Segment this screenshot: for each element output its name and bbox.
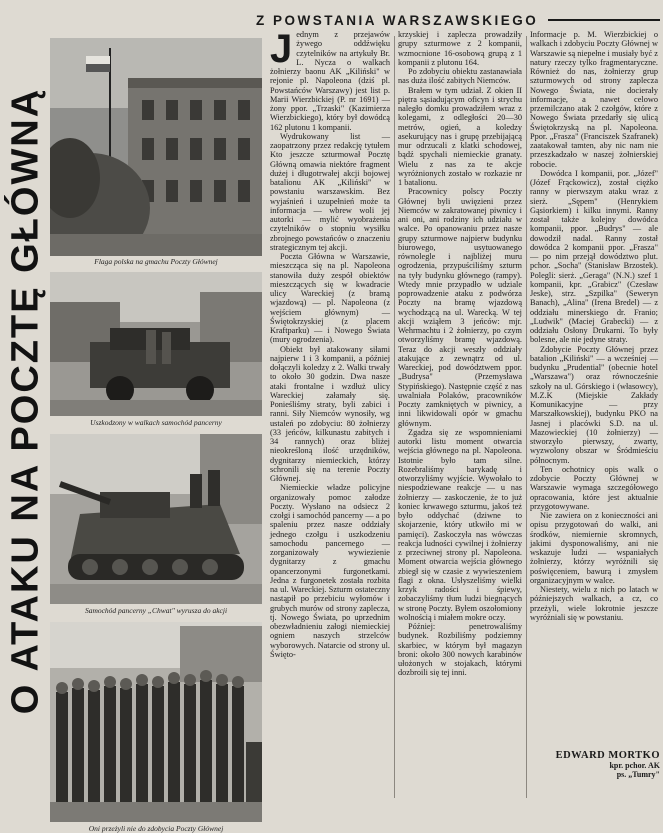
column-divider <box>526 36 527 798</box>
paragraph: Obiekt był atakowany siłami najpierw 1 i 3 kompanii, a później dołączyli koledzy z 2. Walki trwały to około 30 godzin. Dwa nasze ataki frontalne i wzdłuż ulicy Wareckiej załamały się. Ponieśliśmy straty, byli zabici i ranni. Siły Niemców wynosiły, wg ustaleń po zdobyciu: 80 żołnierzy (33 jeńców, kilkunastu zabitych i 34 rannych) oraz bliżej nieokreśloną ilość urzędników, dygnitarzy niemieckich, którzy schronili się na terenie Poczty Głównej. <box>270 344 390 483</box>
paragraph: Ten ochotnicy opis walk o zdobycie Poczty Głównej w Warszawie wymaga szczegółowego opracowania, które jest aktualnie przygotowywane. <box>530 464 658 511</box>
photo-chwat-armored-vehicle <box>50 434 262 604</box>
paragraph: Nie zawiera on z konieczności ani opisu przygotowań do walki, ani środków, niemiernie skromnych, jakimi dysponowaliśmy, ani nie wskazuje ludzi — wspaniałych żołnierzy, którzy wyróżnili się poświęceniem, bawurą i zmysłem organizacyjnym w walce. <box>530 511 658 585</box>
article-column-3 <box>530 30 658 622</box>
paragraph: Dowódca I kompanii, por. „Józef" (Józef Frąckowicz), został ciężko ranny w pierwszym ataku wraz z sierż. „Sępem" (Henrykiem Gąsiorkiem) i kilku innymi. Ranny został także kolejny dowódca kompanii, ppor. „Budrys" — ale dowodził nadal. Ranny został dowódca 2 kompanii ppor. „Frasza" — po nim przejął dowództwo plut. pchor. „Socha" (Stanisław Brzostek). Polegli: sierż. „Geraga" (N.N.) szef 1 kompanii, kpr. „Grabicz" (Czesław Jeske), strz. „Szpilka" (Seweryn Banach), „Alina" (Irena Bredel) — z oddziału minerskiego dr. Franio; „Ludwik" (Maciej Grabecki) — z oddziału Osłony Drukarni. To były bolesne, ale nie jedyne straty. <box>530 168 658 345</box>
author-name: EDWARD MORTKO <box>555 750 660 761</box>
caption-photo-2: Uszkodzony w walkach samochód pancerny <box>90 418 222 427</box>
article-column-2 <box>398 30 522 678</box>
section-rule <box>548 19 660 21</box>
caption-photo-4: Oni przeżyli nie do zdobycia Poczty Głównej <box>88 824 224 833</box>
paragraph: Pracownicy polscy Poczty Głównej byli uwięzieni przez Niemców w zakratowanej piwnicy i ani oni, ani rodziny ich udziału w walce. Po opanowaniu przez nasze grupy szturmowe najpierw budynku biurowego, usytuowanego równolegle i najbliżej muru ogrodzenia, przypuściliśmy szturm na tyły budynku głównego (rampy). Wtedy mnie przypadło w udziale poprowadzenie ataku z podwórza Poczty na bramę wjazdową wychodzącą na ul. Warecką. W tej akcji wziąłem 3 jeńców: mjr. Wehrmachtu i 2 żołnierzy, po czym otworzyliśmy bramę wjazdową. Teraz do akcji weszły oddziały atakujące z zewnątrz od ul. Wareckiej, pod dowództwem ppor. „Budrysa" (Przemysława Stypińskiego). Następnie część z nas uwalniała Polaków, pracowników Poczty zamkniętych w piwnicy, a inni likwidowali opór w gmachu głównym. <box>398 187 522 428</box>
paragraph: Brałem w tym udział. Z okien II piętra sąsiadującym oficyn i strychu naległo domku prowadziłem wraz z kolegami, z odległości 20—30 metrów, ogień, a koledzy asekurujący nas i grupę przebijającą mur odrzucali z klatki schodowej, bądź spychali niemieckie granaty. Wielu z nas za te akcje wyróżnionych zostało w rozkazie nr 1 batalionu. <box>398 85 522 187</box>
headline-text: O ATAKU NA POCZTĘ GŁÓWNĄ <box>4 87 47 715</box>
author-signature <box>530 750 660 779</box>
paragraph: Informacje p. M. Wierzbickiej o walkach i zdobyciu Poczty Głównej w Warszawie są niepełne i musiały być z natury rzeczy tylko fragmentaryczne. Również do nas, żołnierzy grup szturmowych od strony zaplecza Nowego Świata, nie docierały informacje, a nawet celowo przemilczano atak 2 czołgów, które z Nowego Świata przedarły się ulicą Świętokrzyską na pl. Napoleona. Ppor. „Frasza" (Franciszek Szafranek) zaatakował tamten, aby nic nam nie przeszkadzało w naszej żołnierskiej robocie. <box>530 30 658 169</box>
photo-soldiers-group <box>50 622 262 822</box>
paragraph: Wydrukowany list — zaopatrzony przez redakcję tytułem Kto jeszcze szturmował Pocztę Główną omawia niektóre fragment dużej i długotrwałej akcji bojowej batalionu AK „Kiliński" w powstaniu warszawskim. Bez wyjaśnień i uzupełnień może ta informacja — wbrew woli jej autorki — mylić wyobrażenia czytelników o stopniu wysiłku zbrojnego powstańców o znaczeniu strategicznym tej akcji. <box>270 131 390 252</box>
author-pseudonym: ps. „Tumry" <box>616 770 660 779</box>
paragraph: Jednym z przejawów żywego oddźwięku czytelników na artykuły Br. L. Nycza o walkach żołnierzy baonu AK „Kiliński" w rejonie pl. Napoleona (dziś pl. Powstańców Warszawy) jest list p. Marii Wierzbickiej (P. nr 1691) — żony ppor. „Trzaski" (Kazimierza Wierzbickiego), który był dowódcą 162 plutonu 1 kompanii. <box>270 27 390 132</box>
author-rank: kpr. pchor. AK <box>609 761 660 770</box>
paragraph: Po zdobyciu obiektu zastanawiała nas duża ilość zabitych Niemców. <box>398 67 522 86</box>
section-title: Z POWSTANIA WARSZAWSKIEGO <box>256 12 539 28</box>
caption-photo-3: Samochód pancerny „Chwat" wyrusza do akcji <box>84 606 228 615</box>
paragraph: Poczta Główna w Warszawie, mieszcząca się na pl. Napoleona stanowiła duży zespół obiektów mieszczących się w kwadracie ulicy Wareckiej (z bramą wjazdową) — pl. Napoleona (z wejściem głównym) — Świętokrzyskiej (z placem Kraftparku) — i Nowego Świata (mury ogrodzenia). <box>270 252 390 345</box>
column-divider <box>394 36 395 798</box>
paragraph: Później: penetrowaliśmy budynek. Rozbiliśmy podziemny skarbiec, w którym był magazyn broni: około 300 nowych karabinów ułożonych w stojakach, którymi dozbroili się tej inni. <box>398 622 522 678</box>
vertical-headline <box>4 8 48 794</box>
article-column-1 <box>270 27 390 659</box>
caption-photo-1: Flaga polska na gmachu Poczty Głównej <box>94 257 218 266</box>
paragraph: Zgadza się ze wspomnieniami autorki listu moment otwarcia wejścia głównego na pl. Napoleona. Istotnie było tam silne. Rozebraliśmy barykadę i otworzyliśmy wyjście. Wywołało to niespodziewane reakcje — u nas żołnierzy — zaskoczenie, że to już koniec krwawego szturmu, jakoś też było oddychać (dziwne to skojarzenie, który utkwiło mi w pamięci). Zaskoczyła nas wówczas reakcja ludności cywilnej i żołnierzy z przeciwnej strony pl. Napoleona. Moment otwarcia wejścia głównego zbiegł się w czasie z wywieszeniem flagi z okna. Usłyszeliśmy wielki krzyk radości i śpiewy, zobaczyliśmy tłum ludzi biegnących w stronę Poczty. Byłem oszołomiony wolnością i miałem mokre oczy. <box>398 427 522 622</box>
photo-damaged-armored-car <box>50 272 262 416</box>
drop-cap: J <box>270 27 293 71</box>
photo-flag-building <box>50 38 262 256</box>
paragraph: Niemieckie władze policyjne organizowały pomoc załodze Poczty. Wysłano na odsiecz 2 czołgi i samochód pancerny — a po spaleniu przez nasze oddziały jednego czołgu i uszkodzeniu samochodu pancernego — zorganizowały wywiezienie dygnitarzy z gmachu opancerzonymi furgonetkami. Jedna z furgonetek została rozbita na ul. Wareckiej. Szturm ostateczny nastąpił po przebiciu wyłomów i grubych murów od strony zaplecza, tj. Nowego Świata, po uprzednim obezwładnieniu załogi niemieckiej ogniem naszych strzelców wyborowych. Natarcie od strony ul. Święto- <box>270 483 390 659</box>
paragraph: Zdobycie Poczty Głównej przez batalion „Kiliński" — a wcześniej — budynku „Prudential" (obecnie hotel „Warszawa") oraz równocześnie szkoły na ul. Górskiego i (własowcy), M.Z.K (Miejskie Zakłady Komunikacyjne — przy Marszałkowskiej), budynku PKO na Jasnej i placówki S.D. na ul. Mazowieckiej (10 żołnierzy) — stworzyło pierwszy, zwarty, wyzwolony obszar w Śródmieściu północnym. <box>530 344 658 465</box>
paragraph: Niestety, wielu z nich po latach w późniejszych walkach, a cz, co przeżyli, wiele lokrotnie jeszcze wyróżniali się w powstaniu. <box>530 585 658 622</box>
paragraph: krzyskiej i zaplecza prowadziły grupy szturmowe z 2 kompanii, wzmocnione 16-osobową grupą z 1 kompanii z plutonu 164. <box>398 30 522 67</box>
